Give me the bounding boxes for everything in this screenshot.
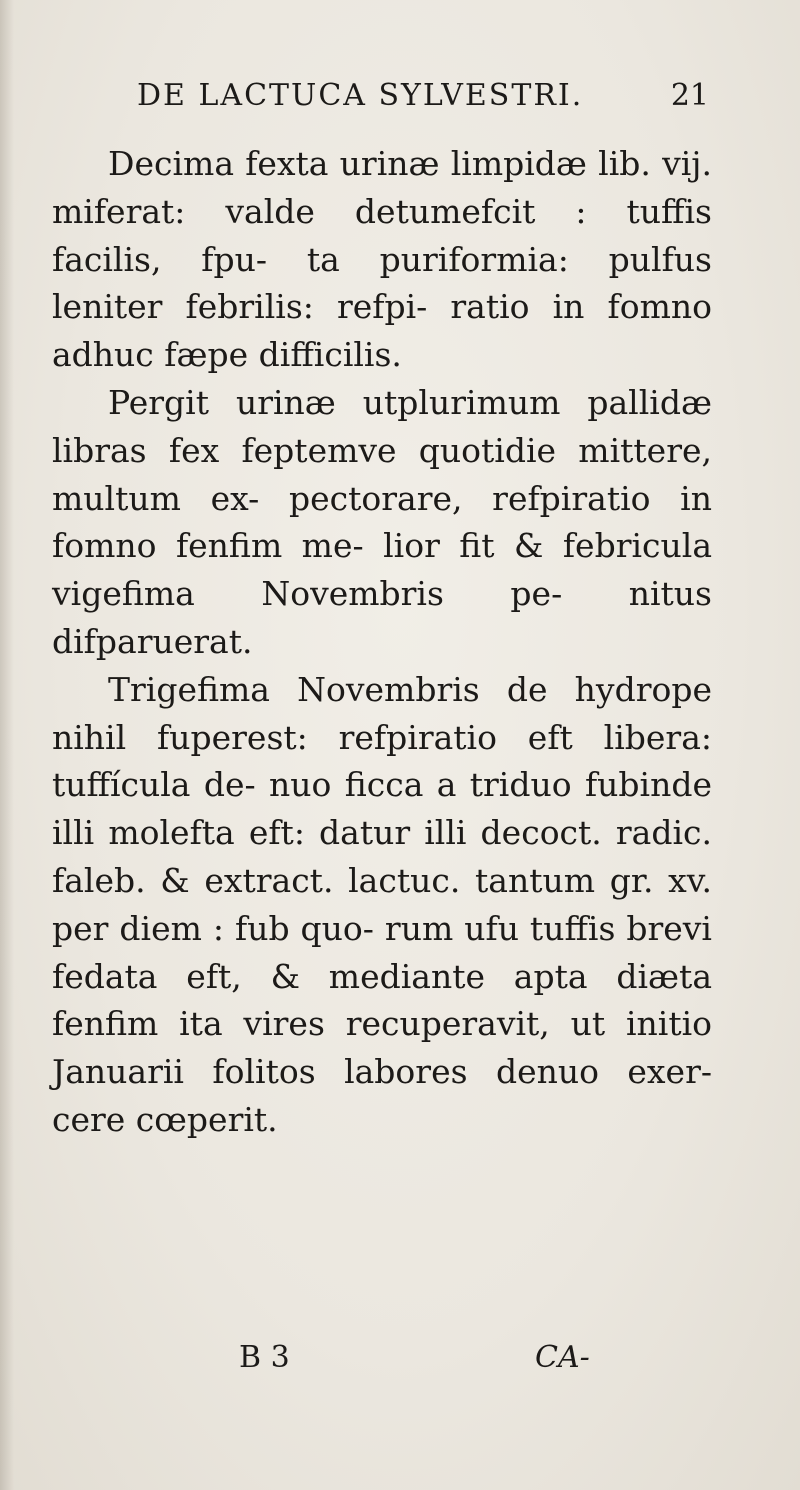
running-title-initial: L [198, 78, 221, 113]
paragraph-2: Pergit urinæ utplurimum pallidæ libras fex feptemve quotidie mittere, multum ex- pectorare, refpiratio in fomno fenfim me- lior fit & febricula vigefima Novembris pe- nitus difparuerat. [52, 382, 712, 661]
catchword: CA- [535, 1340, 590, 1375]
page-number: 21 [670, 78, 709, 113]
page-header [137, 78, 709, 118]
running-title-de: DE [137, 78, 187, 113]
running-title-lactuca: ACTUCA [220, 78, 367, 113]
running-title-sylvestri: SYLVESTRI. [378, 78, 584, 113]
signature-mark: B 3 [239, 1340, 290, 1375]
paragraph-1: Decima fexta urinæ limpidæ lib. vij. miferat: valde detumefcit : tuffis facilis, fpu- ta puriformia: pulfus leniter febrilis: refpi- ratio in fomno adhuc fæpe difficilis. [52, 144, 712, 375]
page-edge-shadow [0, 0, 14, 1490]
running-title [137, 78, 583, 113]
paragraph-3: Trigefima Novembris de hydrope nihil fuperest: refpiratio eft libera: tuffícula de- nuo ficca a triduo fubinde illi molefta eft: datur illi decoct. radic. faleb. & extract. lactuc. tantum gr. xv. per diem : fub quo- rum ufu tuffis brevi fedata eft, & mediante apta diæta fenfim ita vires recuperavit, ut initio Januarii folitos labores denuo exer- cere cœperit. [52, 669, 712, 1139]
body-text [52, 140, 712, 1144]
page-footer [0, 1340, 800, 1380]
